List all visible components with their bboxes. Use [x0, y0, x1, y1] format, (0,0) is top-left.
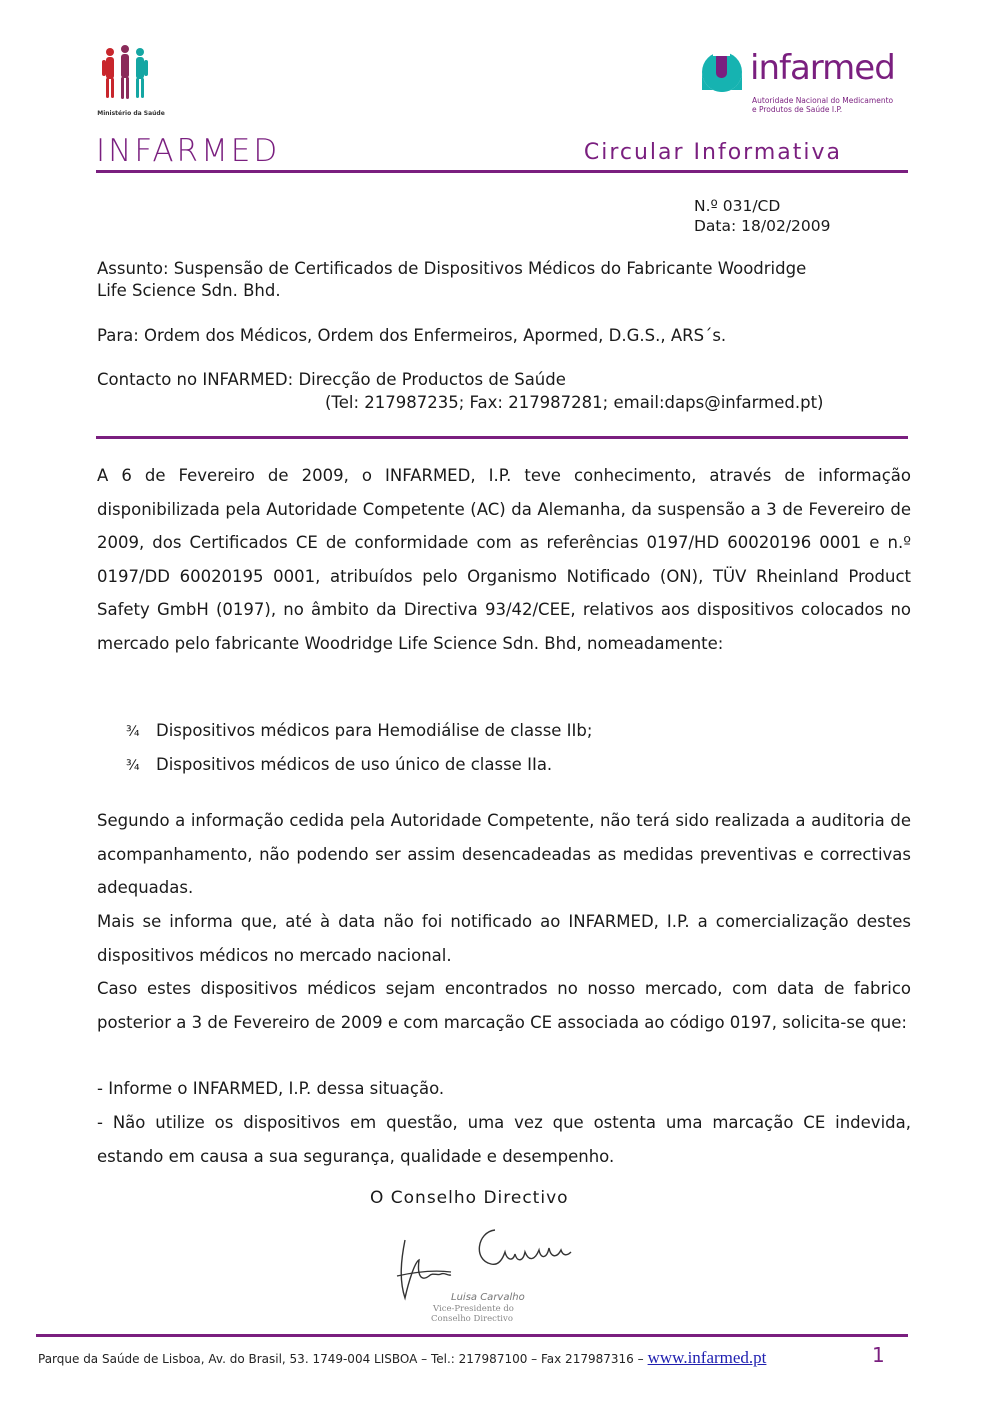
subject [97, 258, 909, 302]
list-item [126, 720, 592, 743]
contact-line1: Contacto no INFARMED: Direcção de Productos de Saúde [97, 370, 566, 389]
paragraph-notification: Mais se informa que, até à data não foi notificado ao INFARMED, I.P. a comercialização destes dispositivos médicos no mercado nacional. [97, 912, 911, 965]
ministry-caption: Ministério da Saúde [97, 110, 165, 117]
signature-role-line1: Vice-Presidente do [433, 1304, 514, 1314]
brand-name: infarmed [750, 48, 895, 88]
instruction-do-not-use: - Não utilize os dispositivos em questão, uma vez que ostenta uma marcação CE indevida, estando em causa a sua segurança, qualidade e desempenho. [97, 1113, 911, 1166]
bullet-mark: ¾ [126, 758, 140, 774]
instruction-inform: - Informe o INFARMED, I.P. dessa situação. [97, 1079, 445, 1098]
signature-role-line2: Conselho Directivo [431, 1314, 513, 1324]
bullet-mark: ¾ [126, 724, 140, 740]
header-left-title: INFARMED [96, 133, 281, 169]
footer-address: Parque da Saúde de Lisboa, Av. do Brasil, 53. 1749-004 LISBOA – Tel.: 217987100 – Fax 217987316 – [38, 1352, 644, 1366]
signature [395, 1220, 575, 1330]
footer [38, 1348, 766, 1368]
reference-number: N.º 031/CD [694, 197, 781, 215]
brand-tagline-line2: e Produtos de Saúde I.P. [752, 105, 843, 114]
list-item [126, 754, 552, 777]
list-item-text: Dispositivos médicos para Hemodiálise de classe IIb; [156, 721, 593, 740]
paragraph-audit: Segundo a informação cedida pela Autoridade Competente, não terá sido realizada a auditoria de acompanhamento, não podendo ser assim desencadeadas as medidas preventivas e correctivas adequadas. [97, 811, 911, 897]
website-link[interactable]: www.infarmed.pt [647, 1348, 767, 1367]
brand-tagline [752, 96, 902, 114]
contact-line2: (Tel: 217987235; Fax: 217987281; email:daps@infarmed.pt) [325, 393, 824, 412]
paragraph-intro: A 6 de Fevereiro de 2009, o INFARMED, I.P. teve conhecimento, através de informação disponibilizada pela Autoridade Competente (AC) da Alemanha, da suspensão a 3 de Fevereiro de 2009, dos Certificados CE de conformidade com as referências 0197/HD 60020196 0001 e n.º 0197/DD 60020195 0001, atribuídos pelo Organismo Notificado (ON), TÜV Rheinland Product Safety GmbH (0197), no âmbito da Directiva 93/42/CEE, relativos aos dispositivos colocados no mercado pelo fabricante Woodridge Life Science Sdn. Bhd, nomeadamente: [97, 466, 911, 653]
ministry-logo [96, 44, 156, 120]
recipients: Para: Ordem dos Médicos, Ordem dos Enfermeiros, Apormed, D.G.S., ARS´s. [97, 326, 727, 345]
header-divider [96, 170, 908, 173]
subject-line2: Life Science Sdn. Bhd. [97, 281, 281, 300]
paragraph-request: Caso estes dispositivos médicos sejam encontrados no nosso mercado, com data de fabrico posterior a 3 de Fevereiro de 2009 e com marcação CE associada ao código 0197, solicita-se que: [97, 979, 911, 1032]
meta-divider [96, 436, 908, 439]
closing-council: O Conselho Directivo [370, 1188, 569, 1208]
signature-name: Luisa Carvalho [451, 1292, 525, 1303]
subject-line1: Assunto: Suspensão de Certificados de Dispositivos Médicos do Fabricante Woodridge [97, 259, 807, 278]
document-type-title: Circular Informativa [583, 140, 842, 165]
list-item-text: Dispositivos médicos de uso único de classe IIa. [156, 755, 553, 774]
brand-tagline-line1: Autoridade Nacional do Medicamento [752, 96, 894, 105]
reference-block [694, 196, 831, 236]
footer-divider [36, 1334, 908, 1337]
infarmed-logo [696, 50, 896, 120]
reference-date: Data: 18/02/2009 [694, 217, 831, 235]
page-number: 1 [872, 1343, 885, 1367]
